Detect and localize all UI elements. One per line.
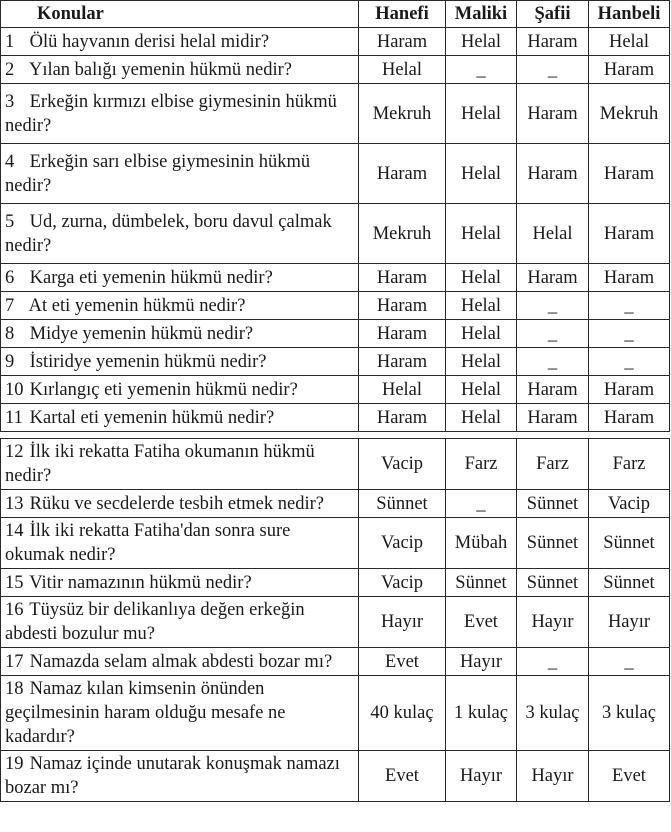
ruling-maliki: Evet bbox=[446, 597, 517, 648]
topic-text: Vitir namazının hükmü nedir? bbox=[29, 572, 252, 593]
row-number: 6 bbox=[5, 267, 15, 288]
topic-cell bbox=[1, 56, 359, 84]
row-number: 7 bbox=[5, 295, 15, 316]
ruling-hanefi: Haram bbox=[359, 320, 446, 348]
header-hanefi: Hanefi bbox=[359, 1, 446, 28]
ruling-hanefi: Vacip bbox=[359, 439, 446, 490]
table-row bbox=[1, 597, 670, 648]
ruling-safii: _ bbox=[517, 56, 589, 84]
table-row bbox=[1, 439, 670, 490]
ruling-safii: Sünnet bbox=[517, 490, 589, 518]
topic-cell bbox=[1, 490, 359, 518]
ruling-maliki: Hayır bbox=[446, 751, 517, 802]
table-row bbox=[1, 204, 670, 264]
ruling-safii: _ bbox=[517, 348, 589, 376]
header-maliki: Maliki bbox=[446, 1, 517, 28]
header-safii: Şafii bbox=[517, 1, 589, 28]
ruling-maliki: Helal bbox=[446, 320, 517, 348]
ruling-hanefi: Sünnet bbox=[359, 490, 446, 518]
ruling-hanbeli: Haram bbox=[589, 264, 670, 292]
ruling-hanefi: Mekruh bbox=[359, 84, 446, 144]
topic-cell bbox=[1, 84, 359, 144]
ruling-hanefi: Haram bbox=[359, 348, 446, 376]
ruling-hanefi: Evet bbox=[359, 751, 446, 802]
ruling-hanbeli: Haram bbox=[589, 404, 670, 432]
table-row bbox=[1, 84, 670, 144]
ruling-hanbeli: Sünnet bbox=[589, 569, 670, 597]
topic-text: Erkeğin sarı elbise giymesinin hükmü nedir? bbox=[5, 151, 311, 196]
topic-text: Namazda selam almak abdesti bozar mı? bbox=[29, 651, 333, 672]
ruling-safii: _ bbox=[517, 648, 589, 676]
ruling-safii: Haram bbox=[517, 264, 589, 292]
table-row bbox=[1, 404, 670, 432]
ruling-hanefi: Vacip bbox=[359, 518, 446, 569]
topic-text: Kartal eti yemenin hükmü nedir? bbox=[29, 407, 275, 428]
ruling-hanbeli: Hayır bbox=[589, 597, 670, 648]
table-row bbox=[1, 569, 670, 597]
topic-cell bbox=[1, 597, 359, 648]
topic-text: Midye yemenin hükmü nedir? bbox=[29, 323, 254, 344]
ruling-safii: Helal bbox=[517, 204, 589, 264]
ruling-hanefi: Helal bbox=[359, 376, 446, 404]
topic-cell bbox=[1, 292, 359, 320]
row-number: 12 bbox=[5, 442, 24, 462]
table-row bbox=[1, 348, 670, 376]
row-number: 2 bbox=[5, 59, 15, 80]
ruling-hanefi: Haram bbox=[359, 28, 446, 56]
topic-text: Tüysüz bir delikanlıya değen erkeğin abdesti bozulur mu? bbox=[5, 600, 305, 644]
ruling-hanefi: Haram bbox=[359, 144, 446, 204]
ruling-maliki: Helal bbox=[446, 264, 517, 292]
ruling-safii: Farz bbox=[517, 439, 589, 490]
row-number: 14 bbox=[5, 521, 24, 541]
topic-text: At eti yemenin hükmü nedir? bbox=[28, 295, 246, 316]
table-row bbox=[1, 56, 670, 84]
topic-text: Ölü hayvanın derisi helal midir? bbox=[29, 31, 270, 52]
row-number: 9 bbox=[5, 351, 15, 372]
topic-text: İstiridye yemenin hükmü nedir? bbox=[29, 351, 267, 372]
topic-cell bbox=[1, 439, 359, 490]
row-number: 18 bbox=[5, 679, 24, 699]
topic-text: İlk iki rekatta Fatiha'dan sonra sure okumak nedir? bbox=[5, 521, 291, 565]
ruling-maliki: Farz bbox=[446, 439, 517, 490]
table-row bbox=[1, 648, 670, 676]
ruling-maliki: Helal bbox=[446, 292, 517, 320]
ruling-safii: _ bbox=[517, 320, 589, 348]
ruling-hanbeli: Haram bbox=[589, 144, 670, 204]
ruling-maliki: _ bbox=[446, 56, 517, 84]
row-number: 5 bbox=[5, 211, 15, 232]
ruling-maliki: Helal bbox=[446, 28, 517, 56]
topic-text: Namaz kılan kimsenin önünden geçilmesinin haram olduğu mesafe ne kadardır? bbox=[5, 679, 286, 747]
ruling-hanefi: Hayır bbox=[359, 597, 446, 648]
ruling-safii: Haram bbox=[517, 84, 589, 144]
ruling-hanefi: Helal bbox=[359, 56, 446, 84]
ruling-hanbeli: _ bbox=[589, 292, 670, 320]
row-number: 16 bbox=[5, 600, 24, 620]
ruling-safii: Haram bbox=[517, 28, 589, 56]
topic-cell bbox=[1, 518, 359, 569]
topic-cell bbox=[1, 751, 359, 802]
row-number: 1 bbox=[5, 31, 15, 52]
row-number: 13 bbox=[5, 493, 24, 514]
ruling-maliki: Helal bbox=[446, 404, 517, 432]
group-separator bbox=[1, 432, 670, 439]
ruling-hanbeli: Vacip bbox=[589, 490, 670, 518]
row-number: 4 bbox=[5, 151, 15, 172]
table-row bbox=[1, 676, 670, 751]
ruling-safii: Hayır bbox=[517, 597, 589, 648]
topic-text: Namaz içinde unutarak konuşmak namazı bozar mı? bbox=[5, 754, 340, 798]
separator-row bbox=[1, 432, 670, 439]
topic-cell bbox=[1, 348, 359, 376]
topic-text: Erkeğin kırmızı elbise giymesinin hükmü nedir? bbox=[5, 91, 337, 136]
topic-cell bbox=[1, 264, 359, 292]
ruling-maliki: Helal bbox=[446, 204, 517, 264]
row-number: 8 bbox=[5, 323, 15, 344]
ruling-hanbeli: Farz bbox=[589, 439, 670, 490]
ruling-hanefi: Haram bbox=[359, 292, 446, 320]
table-row bbox=[1, 320, 670, 348]
table-row bbox=[1, 490, 670, 518]
ruling-maliki: Mübah bbox=[446, 518, 517, 569]
ruling-safii: Sünnet bbox=[517, 569, 589, 597]
ruling-safii: _ bbox=[517, 292, 589, 320]
topic-cell bbox=[1, 404, 359, 432]
ruling-safii: 3 kulaç bbox=[517, 676, 589, 751]
ruling-maliki: Helal bbox=[446, 348, 517, 376]
ruling-maliki: Helal bbox=[446, 144, 517, 204]
row-number: 15 bbox=[5, 572, 24, 593]
ruling-hanbeli: Evet bbox=[589, 751, 670, 802]
ruling-maliki: Helal bbox=[446, 376, 517, 404]
ruling-safii: Haram bbox=[517, 404, 589, 432]
table-row bbox=[1, 518, 670, 569]
table-row bbox=[1, 376, 670, 404]
topic-cell bbox=[1, 648, 359, 676]
ruling-safii: Hayır bbox=[517, 751, 589, 802]
topic-cell bbox=[1, 144, 359, 204]
ruling-maliki: Helal bbox=[446, 84, 517, 144]
row-number: 17 bbox=[5, 651, 24, 672]
topic-text: Yılan balığı yemenin hükmü nedir? bbox=[28, 59, 292, 80]
topic-cell bbox=[1, 569, 359, 597]
topic-cell bbox=[1, 28, 359, 56]
ruling-hanbeli: Helal bbox=[589, 28, 670, 56]
ruling-hanbeli: _ bbox=[589, 320, 670, 348]
ruling-maliki: Hayır bbox=[446, 648, 517, 676]
table-row bbox=[1, 144, 670, 204]
table-row bbox=[1, 264, 670, 292]
header-topics: Konular bbox=[1, 1, 359, 28]
topic-text: Rüku ve secdelerde tesbih etmek nedir? bbox=[29, 493, 324, 514]
ruling-hanbeli: _ bbox=[589, 348, 670, 376]
ruling-hanbeli: Mekruh bbox=[589, 84, 670, 144]
ruling-hanbeli: Haram bbox=[589, 56, 670, 84]
ruling-hanefi: 40 kulaç bbox=[359, 676, 446, 751]
ruling-hanefi: Vacip bbox=[359, 569, 446, 597]
table-row bbox=[1, 292, 670, 320]
ruling-hanefi: Evet bbox=[359, 648, 446, 676]
ruling-hanbeli: 3 kulaç bbox=[589, 676, 670, 751]
ruling-maliki: 1 kulaç bbox=[446, 676, 517, 751]
topic-text: Ud, zurna, dümbelek, boru davul çalmak nedir? bbox=[5, 211, 332, 256]
ruling-hanbeli: _ bbox=[589, 648, 670, 676]
ruling-maliki: _ bbox=[446, 490, 517, 518]
topic-cell bbox=[1, 320, 359, 348]
ruling-safii: Haram bbox=[517, 144, 589, 204]
row-number: 19 bbox=[5, 754, 24, 774]
table-row bbox=[1, 751, 670, 802]
ruling-hanbeli: Haram bbox=[589, 376, 670, 404]
header-hanbeli: Hanbeli bbox=[589, 1, 670, 28]
ruling-maliki: Sünnet bbox=[446, 569, 517, 597]
ruling-hanbeli: Haram bbox=[589, 204, 670, 264]
ruling-hanefi: Haram bbox=[359, 404, 446, 432]
topic-cell bbox=[1, 676, 359, 751]
row-number: 3 bbox=[5, 91, 15, 112]
topic-text: Kırlangıç eti yemenin hükmü nedir? bbox=[29, 379, 298, 400]
row-number: 10 bbox=[5, 379, 24, 400]
topic-cell bbox=[1, 376, 359, 404]
table-row bbox=[1, 28, 670, 56]
ruling-safii: Sünnet bbox=[517, 518, 589, 569]
ruling-hanefi: Haram bbox=[359, 264, 446, 292]
ruling-hanefi: Mekruh bbox=[359, 204, 446, 264]
header-row bbox=[1, 1, 670, 28]
group-prayer-rulings bbox=[1, 439, 670, 802]
row-number: 11 bbox=[5, 407, 23, 428]
group-food-rulings bbox=[1, 28, 670, 432]
ruling-hanbeli: Sünnet bbox=[589, 518, 670, 569]
ruling-safii: Haram bbox=[517, 376, 589, 404]
topic-cell bbox=[1, 204, 359, 264]
topic-text: İlk iki rekatta Fatiha okumanın hükmü nedir? bbox=[5, 442, 315, 486]
topic-text: Karga eti yemenin hükmü nedir? bbox=[29, 267, 273, 288]
